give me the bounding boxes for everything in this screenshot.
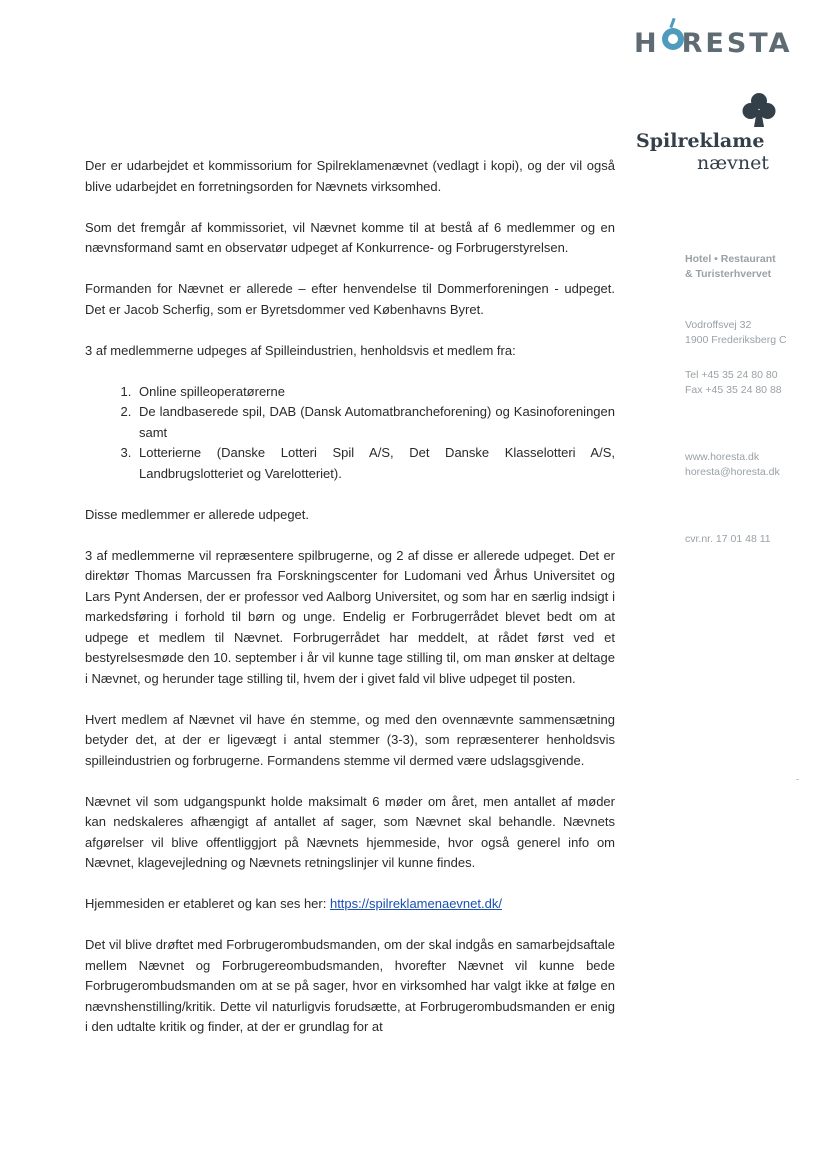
spilreklame-subtitle: nævnet <box>697 152 769 174</box>
spilreklame-title: Spilreklame <box>636 130 765 152</box>
address-line-2: 1900 Frederiksberg C <box>685 334 787 346</box>
paragraph-3: Formanden for Nævnet er allerede – efter henvendelse til Dommerforeningen - udpeget. Det er Jacob Scherfig, som er Byretsdommer ved Københavns Byret. <box>85 281 615 317</box>
homepage-text: Hjemmesiden er etableret og kan ses her: <box>85 896 330 911</box>
list-item: 3. Lotterierne (Danske Lotteri Spil A/S, Det Danske Klasselotteri A/S, Landbrugslotteriet og Varelotteriet). <box>135 443 615 484</box>
logo-o-stem <box>669 18 675 28</box>
club-suit-icon <box>742 92 776 128</box>
fax-line: Fax +45 35 24 80 88 <box>685 384 782 396</box>
paragraph-2: Som det fremgår af kommissoriet, vil Nævnet komme til at bestå af 6 medlemmer og en nævnsformand samt en observatør udpeget af Konkurrence- og Forbrugerstyrelsen. <box>85 219 615 255</box>
paragraph-9 <box>85 894 615 915</box>
email-link[interactable]: horesta@horesta.dk <box>685 466 780 478</box>
cvr-line: cvr.nr. 17 01 48 11 <box>685 533 771 545</box>
paragraph-1: Der er udarbejdet et kommissorium for Spilreklamenævnet (vedlagt i kopi), og der vil også blive udarbejdet en forretningsorden for Nævnets virksomhed. <box>85 158 615 194</box>
org-line-2: & Turisterhvervet <box>685 268 772 280</box>
letter-body <box>85 156 615 1038</box>
homepage-link[interactable]: https://spilreklamenaevnet.dk/ <box>329 896 502 911</box>
list-item: 1. Online spilleoperatørerne <box>135 382 615 403</box>
horesta-logo <box>634 22 793 62</box>
org-line-1: Hotel • Restaurant <box>685 253 776 265</box>
paragraph-8: Nævnet vil som udgangspunkt holde maksimalt 6 møder om året, men antallet af møder kan nedskaleres afhængigt af antallet af sager, som Nævnet skal behandle. Nævnets afgørelser vil blive offentliggjort på Nævnets hjemmeside, hvor også generel info om Nævnet, klagevejledning og Nævnets retningslinjer vil kunne findes. <box>85 793 615 870</box>
paragraph-7: Hvert medlem af Nævnet vil have én stemme, og med den ovennævnte sammensætning betyder det, at der er ligevægt i antal stemmer (3-3), som repræsenterer henholdsvis spilleindustrien og forbrugerne. Formandens stemme vil dermed være udslagsgivende. <box>85 711 615 768</box>
paragraph-5: Disse medlemmer er allerede udpeget. <box>85 506 309 522</box>
list-item: 2. De landbaserede spil, DAB (Dansk Automatbrancheforening) og Kasinoforeningen samt <box>135 402 615 443</box>
address-line-1: Vodroffsvej 32 <box>685 319 752 331</box>
paragraph-10: Det vil blive drøftet med Forbrugerombudsmanden, om der skal indgås en samarbejdsaftale mellem Nævnet og Forbrugereombudsmanden, hvorefter Nævnet vil kunne bede Forbrugerombudsmanden om at se på sager, hvor en virksomhed har valgt ikke at følge en nævnshenstilling/kritik. Dette vil naturligvis forudsætte, at Forbrugerombudsmanden er enig i den udtalte kritik og finder, at der er grundlag for at <box>85 937 615 1034</box>
member-list <box>85 382 615 485</box>
tel-line: Tel +45 35 24 80 80 <box>685 369 778 381</box>
horesta-logo-letters: H RESTA <box>634 28 793 59</box>
paragraph-4: 3 af medlemmerne udpeges af Spilleindustrien, henholdsvis et medlem fra: <box>85 342 516 358</box>
web-link[interactable]: www.horesta.dk <box>685 451 760 463</box>
scan-speck <box>796 779 799 780</box>
paragraph-6: 3 af medlemmerne vil repræsentere spilbrugerne, og 2 af disse er allerede udpeget. Det er direktør Thomas Marcussen fra Forskningscenter for Ludomani ved Århus Universitet og Lars Pynt Andersen, der er professor ved Aalborg Universitet, og som har en særlig indsigt i markedsføring i forhold til børn og unge. Endelig er Forbrugerrådet blevet bedt om at udpege et medlem til Nævnet. Forbrugerrådet har meddelt, at rådet først ved et bestyrelsesmøde den 10. september i år vil kunne tage stilling til, om man ønsker at deltage i Nævnet, og herunder tage stilling til, hvem der i givet fald vil blive udpeget til posten. <box>85 547 615 686</box>
